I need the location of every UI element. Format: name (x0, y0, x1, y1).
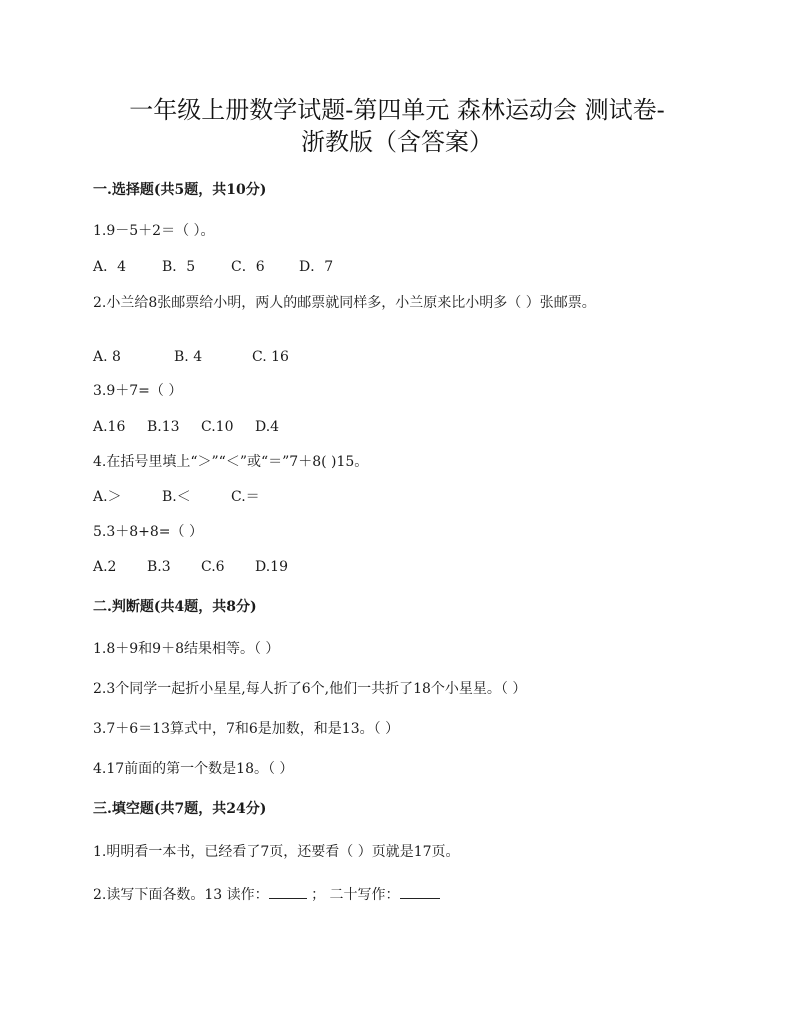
option-a: A．4 (93, 259, 127, 275)
s3-question-1: 1.明明看一本书，已经看了7页，还要看（ ）页就是17页。 (93, 844, 460, 860)
option-c: C.＝ (231, 489, 260, 505)
s1-question-1: 1.9－5＋2＝（ ）。 (93, 223, 215, 239)
option-b: B. 4 (174, 349, 203, 365)
option-b: B.13 (147, 419, 180, 435)
s2-question-3: 3.7＋6＝13算式中，7和6是加数，和是13。（ ） (93, 721, 400, 737)
option-a: A.2 (93, 559, 117, 575)
s3-question-2 (93, 884, 440, 904)
s3-q2-prefix: 2.读写下面各数。13 读作： (93, 887, 269, 903)
s3-q2-middle: ； 二十写作： (306, 887, 400, 903)
option-c: C.10 (201, 419, 234, 435)
section3-heading: 三.填空题(共7题，共24分) (93, 801, 267, 817)
option-a: A.16 (93, 419, 126, 435)
option-c: C．6 (231, 259, 265, 275)
option-b: B.＜ (162, 489, 191, 505)
option-c: C.6 (201, 559, 225, 575)
s1-q5-options (0, 558, 794, 576)
s1-question-5: 5.3＋8+8=（ ） (93, 524, 203, 540)
answer-blank-2[interactable] (400, 884, 440, 899)
s2-question-2: 2.3个同学一起折小星星,每人折了6个,他们一共折了18个小星星。（ ） (93, 681, 527, 697)
option-d: D.19 (255, 559, 288, 575)
s1-q2-options (0, 348, 794, 366)
option-b: B．5 (162, 259, 196, 275)
option-a: A. 8 (93, 349, 121, 365)
option-b: B.3 (147, 559, 171, 575)
page-title-line2: 浙教版（含答案） (301, 128, 493, 156)
s2-question-1: 1.8＋9和9＋8结果相等。（ ） (93, 641, 280, 657)
s1-q1-options (0, 258, 794, 276)
option-c: C. 16 (252, 349, 289, 365)
s1-question-2: 2.小兰给8张邮票给小明，两人的邮票就同样多，小兰原来比小明多（ ）张邮票。 (93, 295, 596, 311)
option-d: D.4 (255, 419, 280, 435)
option-a: A.＞ (93, 489, 122, 505)
section1-heading: 一.选择题(共5题，共10分) (93, 182, 267, 198)
s1-q4-options (0, 488, 794, 506)
page-title-line1: 一年级上册数学试题-第四单元 森林运动会 测试卷- (129, 96, 665, 124)
s1-q3-options (0, 418, 794, 436)
s1-question-4: 4.在括号里填上“＞”“＜”或“＝”7＋8( )15。 (93, 454, 369, 470)
s2-question-4: 4.17前面的第一个数是18。（ ） (93, 761, 294, 777)
s1-question-3: 3.9＋7=（ ） (93, 383, 183, 399)
answer-blank-1[interactable] (269, 884, 307, 899)
option-d: D．7 (299, 259, 334, 275)
section2-heading: 二.判断题(共4题，共8分) (93, 599, 257, 615)
